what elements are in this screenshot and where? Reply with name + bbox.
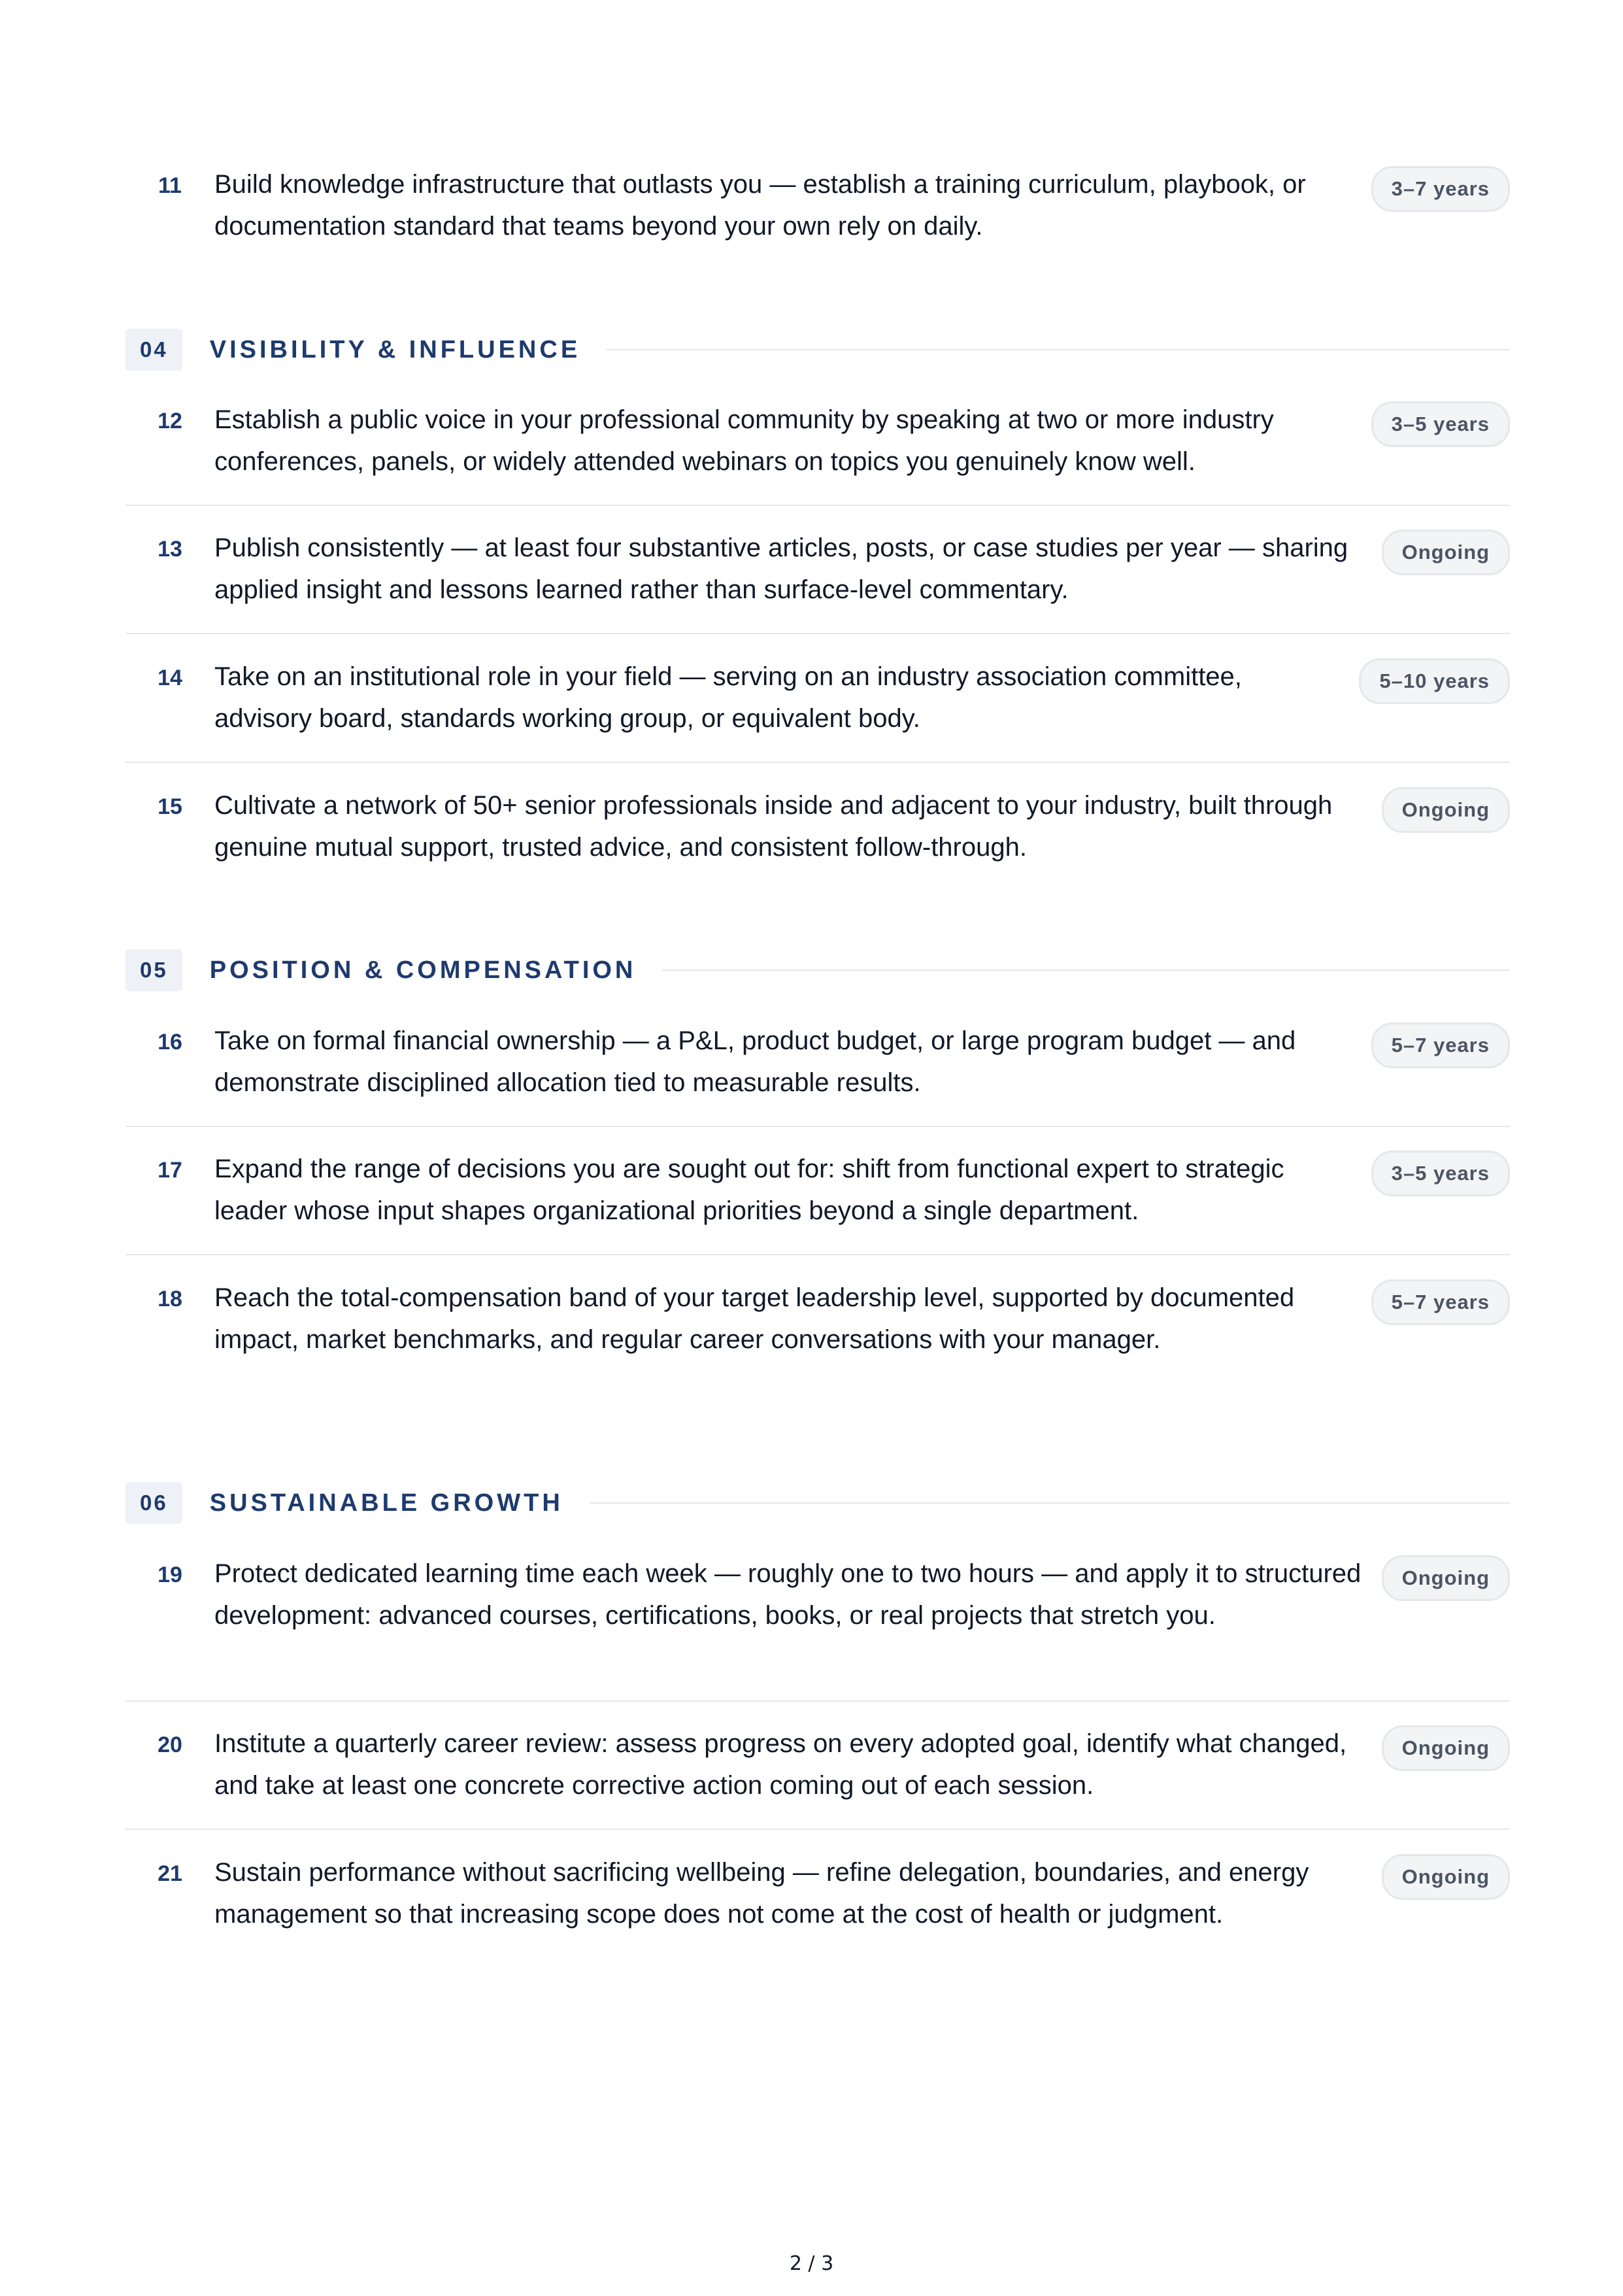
- goal-item: [125, 399, 1510, 506]
- goal-number: 17: [158, 1158, 182, 1183]
- goal-item: [125, 527, 1510, 634]
- goal-number: 20: [158, 1732, 182, 1757]
- goal-number: 18: [158, 1287, 182, 1311]
- section-title: POSITION & COMPENSATION: [209, 956, 637, 984]
- timeframe-badge: 5–7 years: [1371, 1022, 1510, 1068]
- goal-text: Publish consistently — at least four substantive articles, posts, or case studies per year — sharing applied insight and lessons learned rather than surface-level commentary.: [214, 533, 1348, 604]
- goal-number: 15: [158, 794, 182, 819]
- goal-item: [125, 1553, 1510, 1702]
- goal-item: [125, 1851, 1510, 1935]
- timeframe-badge: Ongoing: [1382, 1854, 1510, 1900]
- goal-number: 16: [158, 1030, 182, 1055]
- section-number: 06: [125, 1482, 182, 1524]
- goal-text: Protect dedicated learning time each week — roughly one to two hours — and apply it to structured development: advanced courses, certifications, books, or real projects that stretch you.: [214, 1559, 1362, 1630]
- goal-text: Take on formal financial ownership — a P&L, product budget, or large program budget — and demonstrate disciplined allocation tied to measurable results.: [214, 1026, 1296, 1097]
- section-divider: [590, 1502, 1510, 1504]
- goal-number: 19: [158, 1562, 182, 1587]
- goal-item: [125, 1020, 1510, 1127]
- goal-text: Institute a quarterly career review: assess progress on every adopted goal, identify what changed, and take at least one concrete corrective action coming out of each session.: [214, 1729, 1347, 1800]
- section-number: 05: [125, 949, 182, 991]
- timeframe-badge: Ongoing: [1382, 1725, 1510, 1771]
- timeframe-badge: Ongoing: [1382, 530, 1510, 575]
- section-header: [125, 329, 1510, 371]
- section-title: VISIBILITY & INFLUENCE: [209, 335, 581, 363]
- goal-item: [125, 1723, 1510, 1830]
- goal-item: [125, 163, 1510, 247]
- section-divider: [607, 349, 1510, 350]
- section-header: [125, 949, 1510, 991]
- goal-text: Take on an institutional role in your field — serving on an industry association committee, advisory board, standards working group, or equivalent body.: [214, 662, 1242, 733]
- page-number: 2 / 3: [789, 2252, 834, 2275]
- goal-text: Establish a public voice in your professional community by speaking at two or more industry conferences, panels, or widely attended webinars on topics you genuinely know well.: [214, 405, 1274, 476]
- timeframe-badge: Ongoing: [1382, 1555, 1510, 1601]
- goal-text: Cultivate a network of 50+ senior professionals inside and adjacent to your industry, built through genuine mutual support, trusted advice, and consistent follow-through.: [214, 791, 1333, 862]
- goal-text: Expand the range of decisions you are sought out for: shift from functional expert to strategic leader whose input shapes organizational priorities beyond a single department.: [214, 1155, 1284, 1225]
- goal-text: Sustain performance without sacrificing wellbeing — refine delegation, boundaries, and energy management so that increasing scope does not come at the cost of health or judgment.: [214, 1858, 1309, 1929]
- goal-number: 21: [158, 1861, 182, 1886]
- section-header: [125, 1482, 1510, 1524]
- goal-number: 13: [158, 537, 182, 562]
- goal-item: [125, 1148, 1510, 1255]
- section-divider: [662, 970, 1510, 971]
- goal-number: 12: [158, 409, 182, 433]
- goal-item: [125, 1277, 1510, 1360]
- goal-number: 14: [158, 666, 182, 690]
- goal-item: [125, 656, 1510, 763]
- timeframe-badge: 5–7 years: [1371, 1279, 1510, 1325]
- timeframe-badge: Ongoing: [1382, 787, 1510, 833]
- goal-item: [125, 785, 1510, 868]
- goal-number: 11: [158, 173, 182, 198]
- goal-text: Build knowledge infrastructure that outlasts you — establish a training curriculum, playbook, or documentation standard that teams beyond your own rely on daily.: [214, 170, 1306, 241]
- timeframe-badge: 3–5 years: [1371, 401, 1510, 447]
- timeframe-badge: 3–7 years: [1371, 166, 1510, 212]
- timeframe-badge: 3–5 years: [1371, 1151, 1510, 1196]
- section-number: 04: [125, 329, 182, 371]
- section-title: SUSTAINABLE GROWTH: [209, 1489, 563, 1517]
- goal-text: Reach the total-compensation band of your target leadership level, supported by documented impact, market benchmarks, and regular career conversations with your manager.: [214, 1283, 1295, 1354]
- timeframe-badge: 5–10 years: [1359, 658, 1510, 704]
